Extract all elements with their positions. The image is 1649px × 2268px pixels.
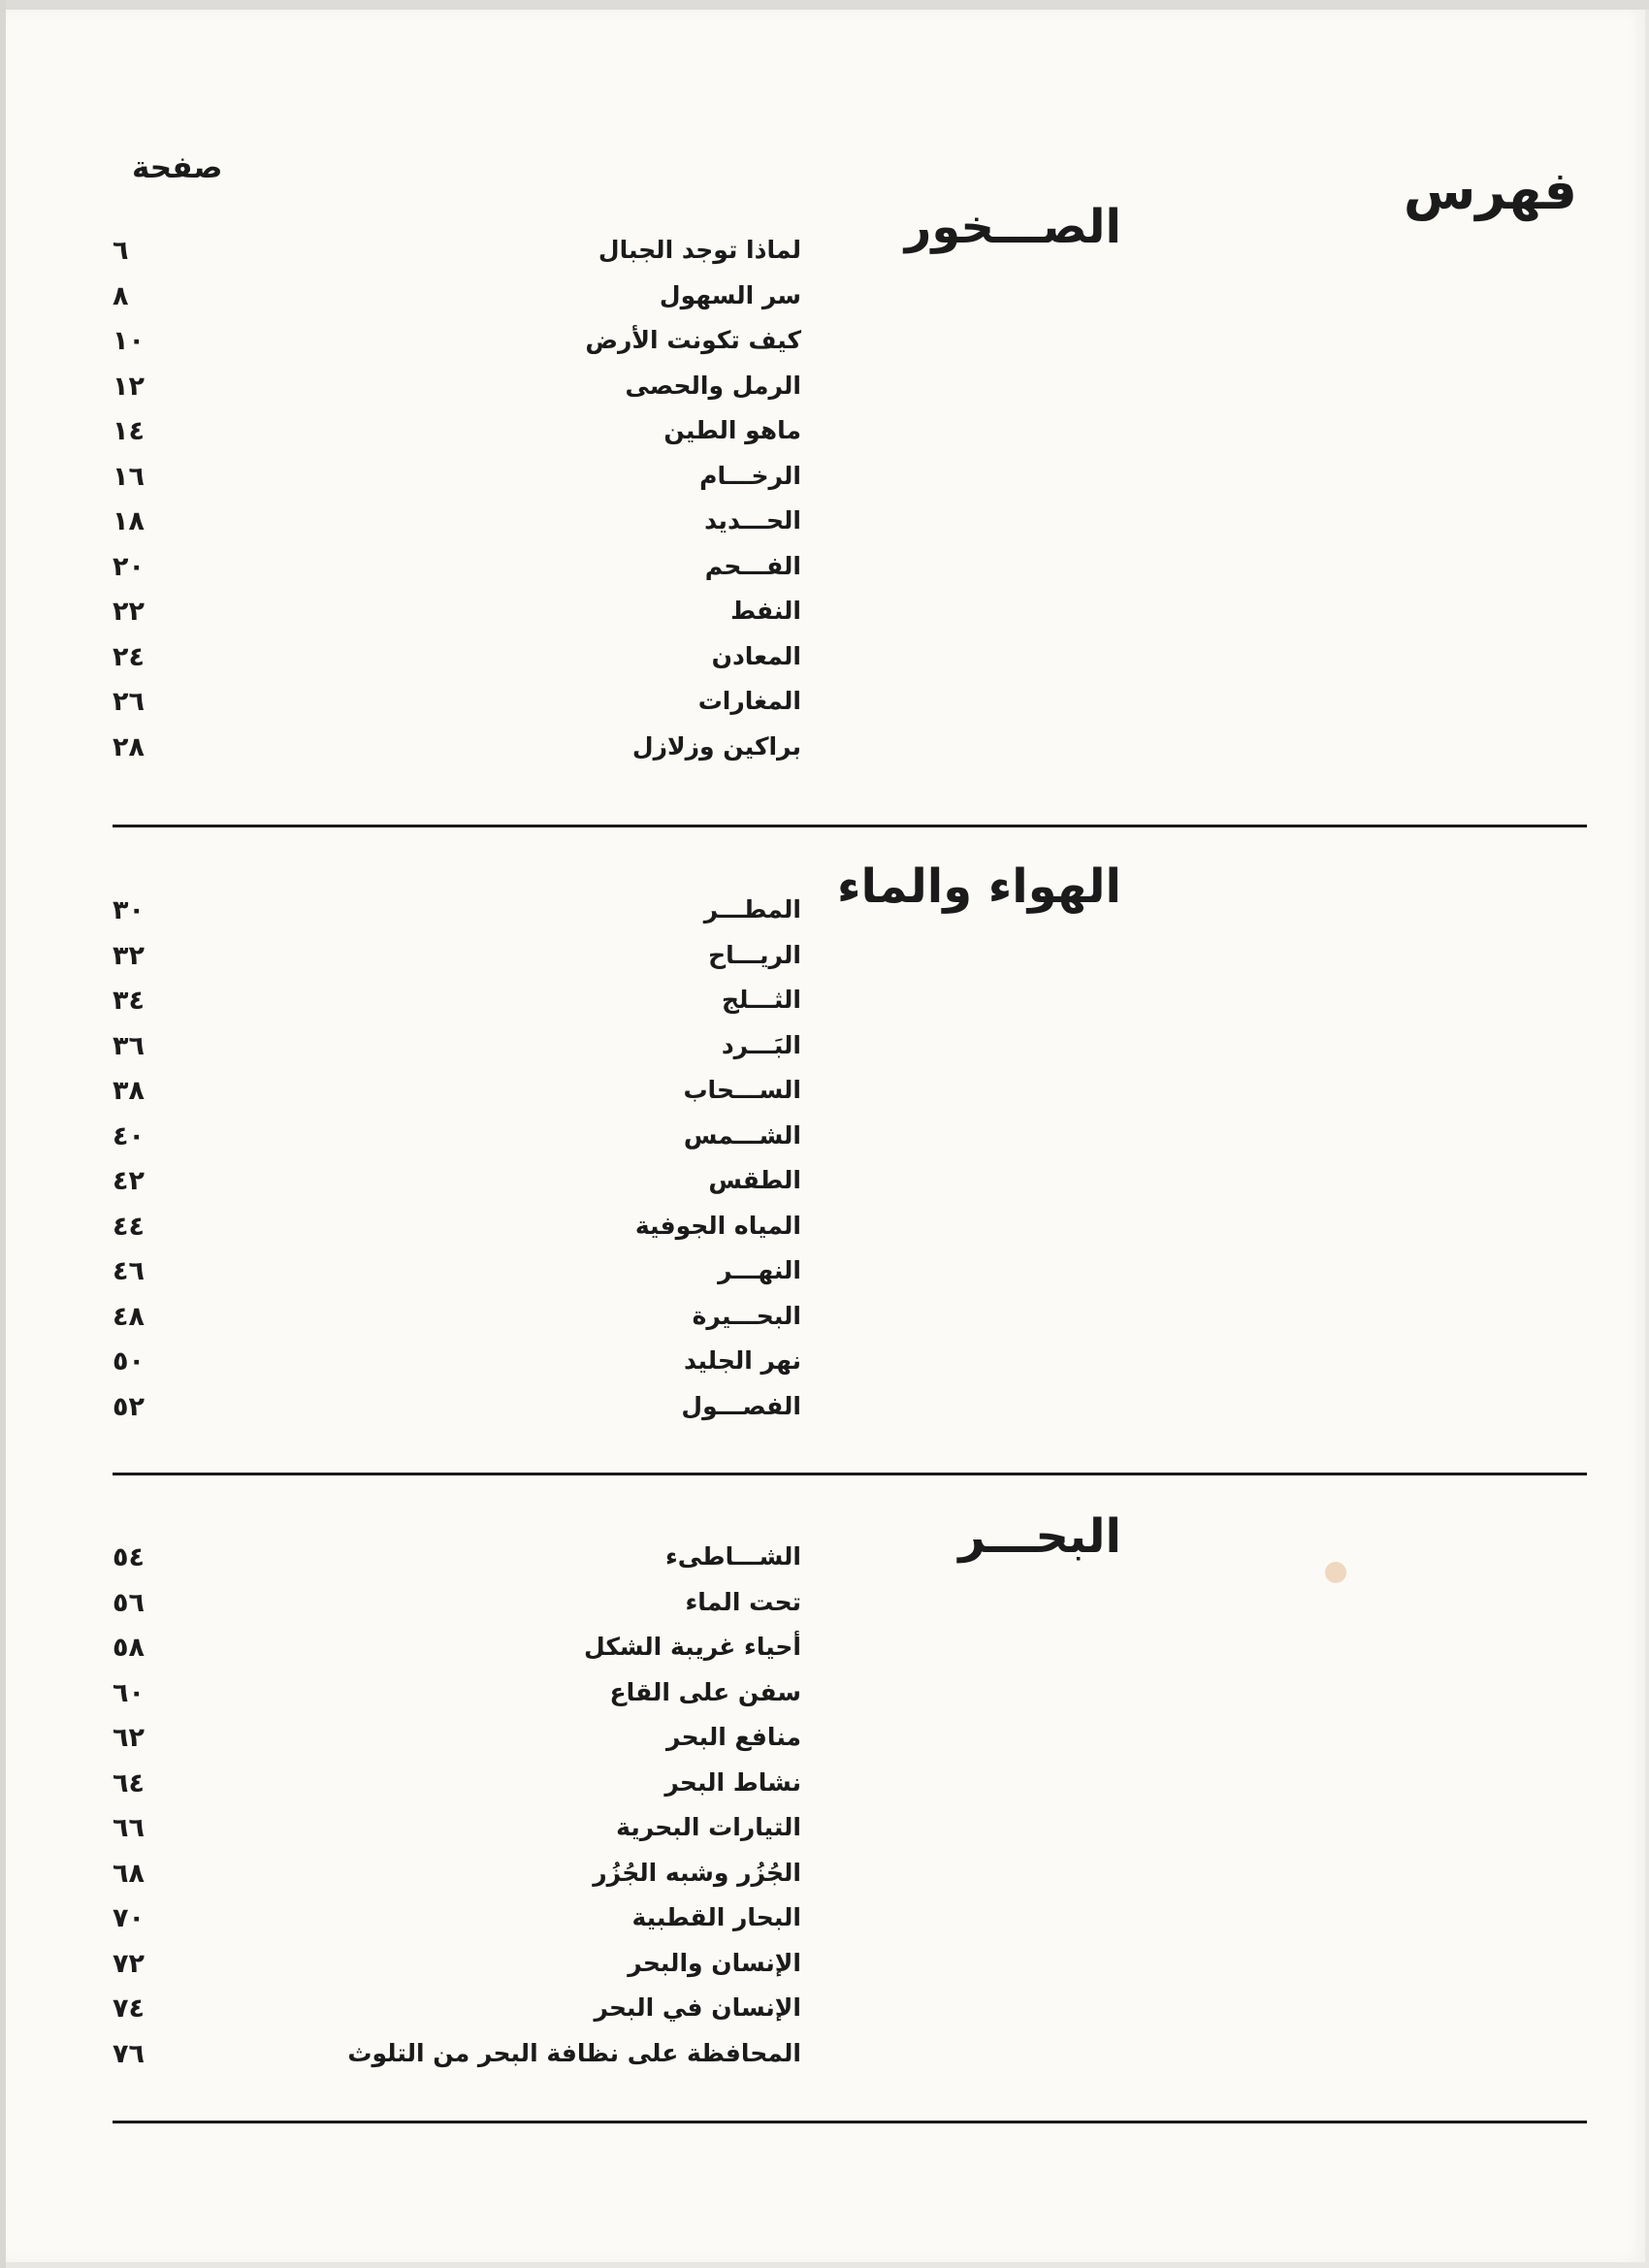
toc-entry-title: سفن على القاع — [609, 1677, 801, 1706]
toc-entry-page-number: ٣٨ — [113, 1076, 145, 1106]
toc-entry-title: المغارات — [697, 687, 801, 715]
toc-entry-title: الإنسان والبحر — [628, 1948, 801, 1977]
page-column-heading: صفحة — [132, 150, 223, 185]
toc-entry-title: الطقس — [708, 1166, 801, 1194]
toc-entry-page-number: ٤٢ — [113, 1166, 145, 1196]
toc-entry-page-number: ٤٤ — [113, 1211, 145, 1242]
toc-entry-title: البَـــرد — [721, 1030, 801, 1059]
toc-entry-title: أحياء غريبة الشكل — [584, 1633, 801, 1661]
toc-entry-page-number: ٢٦ — [113, 687, 145, 717]
toc-entry-page-number: ٤٠ — [113, 1120, 145, 1151]
toc-entry-page-number: ٧٠ — [113, 1903, 145, 1933]
toc-entry-page-number: ٦٠ — [113, 1677, 145, 1708]
toc-entry-title: الســـحاب — [683, 1076, 801, 1104]
toc-entry-page-number: ٣٢ — [113, 940, 145, 971]
toc-entry-title: نهر الجليد — [684, 1346, 801, 1375]
toc-entry-title: الشـــمس — [683, 1120, 801, 1150]
toc-entry-title: المحافظة على نظافة البحر من التلوث — [347, 2038, 801, 2067]
section-divider — [113, 825, 1587, 827]
toc-entry-title: المياه الجوفية — [634, 1211, 801, 1240]
toc-entry-page-number: ٥٤ — [113, 1542, 145, 1572]
section-divider — [113, 2121, 1587, 2123]
toc-entry-title: الريـــاح — [708, 940, 801, 969]
toc-entry-title: ماهو الطين — [663, 416, 801, 444]
toc-entry-page-number: ٧٢ — [113, 1948, 145, 1979]
toc-entry-title: الرمل والحصى — [625, 371, 801, 400]
section-title-sea: البحـــر — [958, 1509, 1121, 1564]
toc-entry-page-number: ٧٤ — [113, 1993, 145, 2024]
page-top-edge — [0, 0, 1649, 10]
toc-entry-title: البحـــيرة — [692, 1301, 801, 1330]
section-title-air-water: الهواء والماء — [836, 859, 1121, 914]
toc-title: فهرس — [1403, 160, 1577, 221]
toc-entry-page-number: ٥٠ — [113, 1346, 145, 1377]
toc-entry-page-number: ٧٦ — [113, 2038, 145, 2069]
toc-entry-title: براكين وزلازل — [631, 731, 801, 761]
toc-entry-page-number: ٦٦ — [113, 1813, 145, 1843]
toc-entry-page-number: ٦٨ — [113, 1858, 145, 1889]
toc-entry-page-number: ٣٠ — [113, 895, 145, 925]
toc-entry-title: سر السهول — [659, 280, 801, 309]
toc-entry-page-number: ٢٢ — [113, 597, 145, 627]
section-title-rocks: الصـــخور — [904, 200, 1121, 254]
toc-entry-page-number: ٨ — [113, 280, 129, 311]
toc-entry-title: الشـــاطىء — [664, 1542, 801, 1571]
toc-entry-title: الثـــلج — [721, 986, 801, 1014]
toc-entry-title: منافع البحر — [666, 1723, 801, 1751]
toc-entry-page-number: ٦٢ — [113, 1723, 145, 1753]
toc-entry-page-number: ٢٨ — [113, 731, 145, 762]
toc-entry-title: نشاط البحر — [664, 1767, 801, 1797]
toc-entry-page-number: ١٢ — [113, 371, 145, 402]
toc-entry-title: المعادن — [711, 641, 801, 670]
toc-entry-page-number: ١٦ — [113, 461, 145, 492]
toc-entry-title: البحار القطبية — [631, 1903, 801, 1931]
toc-entry-page-number: ١٨ — [113, 506, 145, 536]
toc-entry-page-number: ٤٨ — [113, 1301, 145, 1332]
toc-entry-title: الفـــحم — [704, 551, 801, 580]
toc-entry-page-number: ٦ — [113, 236, 129, 266]
toc-entry-title: الجُزُر وشبه الجُزُر — [593, 1858, 801, 1887]
toc-entry-title: الفصـــول — [681, 1391, 801, 1420]
toc-entry-title: النهـــر — [718, 1256, 801, 1284]
toc-entry-title: الحـــديد — [704, 506, 801, 535]
toc-entry-title: النفط — [730, 597, 801, 625]
toc-entry-page-number: ٢٤ — [113, 641, 145, 672]
section-divider — [113, 1473, 1587, 1475]
toc-entry-page-number: ٥٢ — [113, 1391, 145, 1422]
toc-entry-title: لماذا توجد الجبال — [598, 236, 801, 264]
toc-entry-title: تحت الماء — [685, 1587, 801, 1616]
paper-stain — [1325, 1562, 1346, 1583]
toc-entry-title: التيارات البحرية — [616, 1813, 801, 1841]
toc-entry-page-number: ١٤ — [113, 416, 145, 446]
toc-entry-title: الرخـــام — [699, 461, 801, 490]
document-page — [6, 10, 1645, 2262]
toc-entry-page-number: ٥٦ — [113, 1587, 145, 1618]
toc-entry-page-number: ١٠ — [113, 326, 145, 356]
toc-entry-title: المطـــر — [703, 895, 801, 923]
toc-entry-page-number: ٣٤ — [113, 986, 145, 1016]
toc-entry-page-number: ٥٨ — [113, 1633, 145, 1663]
toc-entry-title: كيف تكونت الأرض — [585, 326, 801, 354]
toc-entry-page-number: ٤٦ — [113, 1256, 145, 1286]
toc-entry-page-number: ٦٤ — [113, 1767, 145, 1798]
toc-entry-title: الإنسان في البحر — [594, 1993, 801, 2022]
toc-entry-page-number: ٢٠ — [113, 551, 145, 582]
toc-entry-page-number: ٣٦ — [113, 1030, 145, 1061]
